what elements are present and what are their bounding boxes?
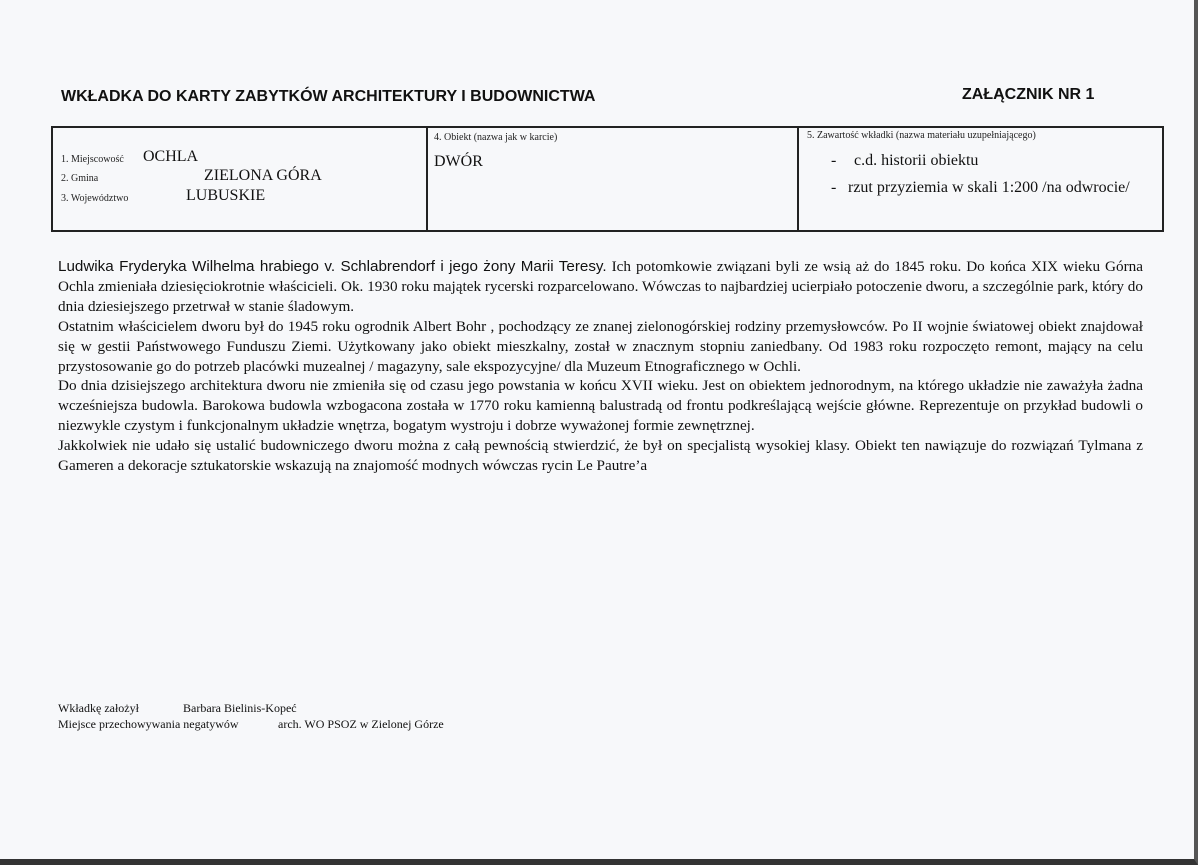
- body-text: [58, 257, 1143, 476]
- paragraph: Jakkolwiek nie udało się ustalić budowniczego dworu można z całą pewnością stwierdzić, że był on specjalistą wysokiej klasy. Obiekt ten nawiązuje do rozwiązań Tylmana z Gameren a dekoracje sztukatorskie wskazują na znajomość modnych wówczas rycin Le Pautre’a: [58, 437, 1143, 475]
- commune-label: 2. Gmina: [61, 173, 99, 184]
- author-value: Barbara Bielinis-Kopeć: [183, 701, 297, 715]
- voivodeship-label: 3. Województwo: [61, 193, 129, 204]
- annex-label: ZAŁĄCZNIK NR 1: [962, 86, 1095, 103]
- contents-item: rzut przyziemia w skali 1:200 /na odwrocie/: [848, 179, 1130, 196]
- storage-label: Miejsce przechowywania negatywów: [58, 717, 239, 731]
- object-value: DWÓR: [434, 153, 483, 170]
- contents-dash: -: [831, 152, 837, 169]
- locality-value: OCHLA: [143, 148, 199, 165]
- table-divider: [797, 128, 799, 230]
- paragraph-text: Ich potomkowie związani byli ze wsią aż do 1845 roku. Do końca XIX wieku Górna Ochla zmieniała dziesięciokrotnie właścicieli. Ok. 1930 roku majątek rycerski rozparcelowano. Wówczas to najbardziej ucierpiało potoczenie dworu, a szczególnie park, który do dnia dziesiejszego przetrwał w stanie śladowym.: [58, 258, 1143, 315]
- table-divider: [426, 128, 428, 230]
- locality-label: 1. Miejscowość: [61, 154, 124, 165]
- paragraph: Do dnia dzisiejszego architektura dworu nie zmieniła się od czasu jego powstania w końcu XVII wieku. Jest on obiektem jednorodnym, na którego układzie nie zaważyła żadna wcześniejsza budowla. Barokowa budowla wzbogacona została w 1770 roku kamienną balustradą od frontu podkreślającą wejście główne. Reprezentuje on przykład budowli o niezwykle czystym i funkcjonalnym układzie wnętrza, bogatym wystroju i dobrze wyważonej formie zewnętrznej.: [58, 377, 1143, 435]
- contents-label: 5. Zawartość wkładki (nazwa materiału uzupełniającego): [807, 130, 1036, 141]
- object-label: 4. Obiekt (nazwa jak w karcie): [434, 132, 558, 143]
- voivodeship-value: LUBUSKIE: [186, 187, 266, 204]
- lead-sentence: Ludwika Fryderyka Wilhelma hrabiego v. Schlabrendorf i jego żony Marii Teresy.: [58, 258, 607, 275]
- info-table: [51, 126, 1164, 232]
- contents-item: c.d. historii obiektu: [854, 152, 979, 169]
- commune-value: ZIELONA GÓRA: [204, 167, 322, 184]
- paragraph: Ostatnim właścicielem dworu był do 1945 roku ogrodnik Albert Bohr , pochodzący ze znanej zielonogórskiej rodziny przemysłowców. Po II wojnie światowej obiekt znajdował się w gestii Państwowego Funduszu Ziemi. Użytkowany jako obiekt mieszkalny, został w znacznym stopniu zaniedbany. Od 1983 roku rozpoczęto remont, mający na celu przystosowanie go do potrzeb placówki muzealnej / magazyny, sale ekspozycyjne/ dla Muzeum Etnograficznego w Ochli.: [58, 317, 1143, 375]
- author-label: Wkładkę założył: [58, 701, 139, 715]
- storage-value: arch. WO PSOZ w Zielonej Górze: [278, 717, 444, 731]
- document-title: WKŁADKA DO KARTY ZABYTKÓW ARCHITEKTURY I BUDOWNICTWA: [61, 88, 596, 105]
- paragraph: [58, 257, 1143, 317]
- contents-dash: -: [831, 179, 837, 196]
